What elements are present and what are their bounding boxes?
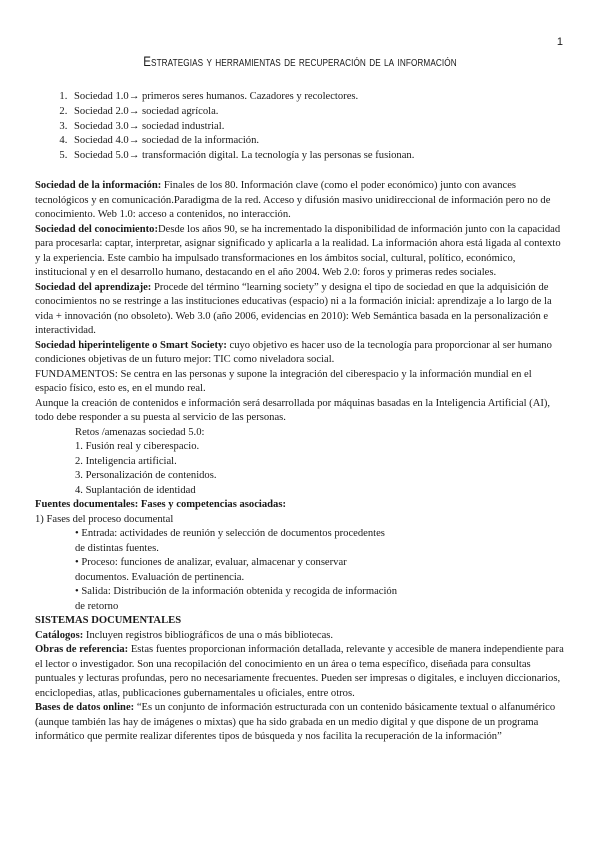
paragraph-bases: Bases de datos online: “Es un conjunto de información estructurada con un contenido básicamente textual o alfanumérico (aunque también las hay de imágenes o mixtas) que ha sido grabada en un medio digital y que dispone de un programa informático que permite realizar diferentes tipos de búsqueda y nos facilita la recuperación de la información” <box>35 702 556 742</box>
page-number: 1 <box>556 36 563 48</box>
list-item: 1. Sociedad 1.0→ primeros seres humanos. Cazadores y recolectores. <box>70 90 570 105</box>
list-item: 4. Sociedad 4.0→ sociedad de la información. <box>70 134 570 149</box>
retos-heading: Retos /amenazas sociedad 5.0: <box>75 426 205 438</box>
fuentes-heading: Fuentes documentales: Fases y competencias asociadas: <box>35 499 286 510</box>
fuentes-subheading: 1) Fases del proceso documental <box>35 513 174 525</box>
list-item: 3. Personalización de contenidos. <box>75 470 217 481</box>
list-item: 4. Suplantación de identidad <box>75 484 196 496</box>
list-item: 1. Fusión real y ciberespacio. <box>75 441 200 452</box>
bullet-line: • Salida: Distribución de la información obtenida y recogida de información <box>75 586 398 597</box>
paragraph-conocimiento: Sociedad del conocimiento:Desde los años 90, se ha incrementado la disponibilidad de información junto con la capacidad para procesarla: captar, interpretar, asignar significado y aplicarla a la realidad. La información ahora está ligada al contexto y la experiencia. Este cambio ha impulsado transformaciones en los ámbitos social, cultural, político, económico, institucional y en el desarrollo humano, destacando en el año 2004. Web 2.0: foros y primeras redes sociales. <box>35 223 561 278</box>
bullet-line: de distintas fuentes. <box>75 542 159 554</box>
paragraph-smart: Sociedad hiperinteligente o Smart Society: cuyo objetivo es hacer uso de la tecnología para proporcionar al ser humano condiciones objetivas de un futuro mejor: TIC como niveladora social. <box>35 339 552 365</box>
list-item: 2. Sociedad 2.0→ sociedad agrícola. <box>70 105 570 120</box>
list-item: 5. Sociedad 5.0→ transformación digital. La tecnología y las personas se fusionan. <box>70 149 570 164</box>
paragraph-catalogos: Catálogos: Incluyen registros bibliográficos de una o más bibliotecas. <box>35 629 334 641</box>
paragraph-aprendizaje: Sociedad del aprendizaje: Procede del término “learning society” y designa el tipo de sociedad en que la adquisición de conocimientos no se restringe a las instituciones educativas (espacio) ni a la formación inicial: aprendizaje a lo largo de la vida + innovación (no obsoleto). Web 3.0 (año 2006, evidencias en 2010): Web Semántica basada en la personalización e interactividad. <box>35 281 552 336</box>
bullet-line: • Entrada: actividades de reunión y selección de documentos procedentes <box>75 528 385 539</box>
sistemas-heading: SISTEMAS DOCUMENTALES <box>35 615 182 626</box>
bullet-line: • Proceso: funciones de analizar, evaluar, almacenar y conservar <box>75 557 347 568</box>
bullet-line: de retorno <box>75 600 119 612</box>
paragraph-obras: Obras de referencia: Estas fuentes proporcionan información detallada, relevante y accesible de manera independiente para el lector o investigador. Son una recopilación del conocimiento en un área o tema específico, diseñada para consultas puntuales y lecturas profundas, pero no necesariamente frecuentes. Pueden ser impresas o digitales, e incluyen diccionarios, enciclopedias, atlas, publicaciones gubernamentales u oficiales, entre otros. <box>35 644 564 699</box>
list-item: 3. Sociedad 3.0→ sociedad industrial. <box>70 120 570 135</box>
list-item: 2. Inteligencia artificial. <box>75 455 177 467</box>
document-body <box>35 179 565 745</box>
paragraph-info: Sociedad de la información: Finales de los 80. Información clave (como el poder económico) junto con avances tecnológicos y en comunicación.Paradigma de la red. Acceso y difusión masivo unidireccional de información pero no de conocimiento. Web 1.0: acceso a contenidos, no interacción. <box>35 180 551 220</box>
document-title: Estrategias y herramientas de recuperación de la información <box>143 53 457 69</box>
paragraph-fundamentos: FUNDAMENTOS: Se centra en las personas y supone la integración del ciberespacio y la información mundial en el espacio físico, esto es, en el mundo real. <box>35 368 532 394</box>
bullet-line: documentos. Evaluación de pertinencia. <box>75 571 245 583</box>
paragraph-aunque: Aunque la creación de contenidos e información será desarrollada por máquinas basadas en la Inteligencia Artificial (AI), todo debe responder a su puesta al servicio de las personas. <box>35 397 551 423</box>
societies-list <box>50 90 570 164</box>
